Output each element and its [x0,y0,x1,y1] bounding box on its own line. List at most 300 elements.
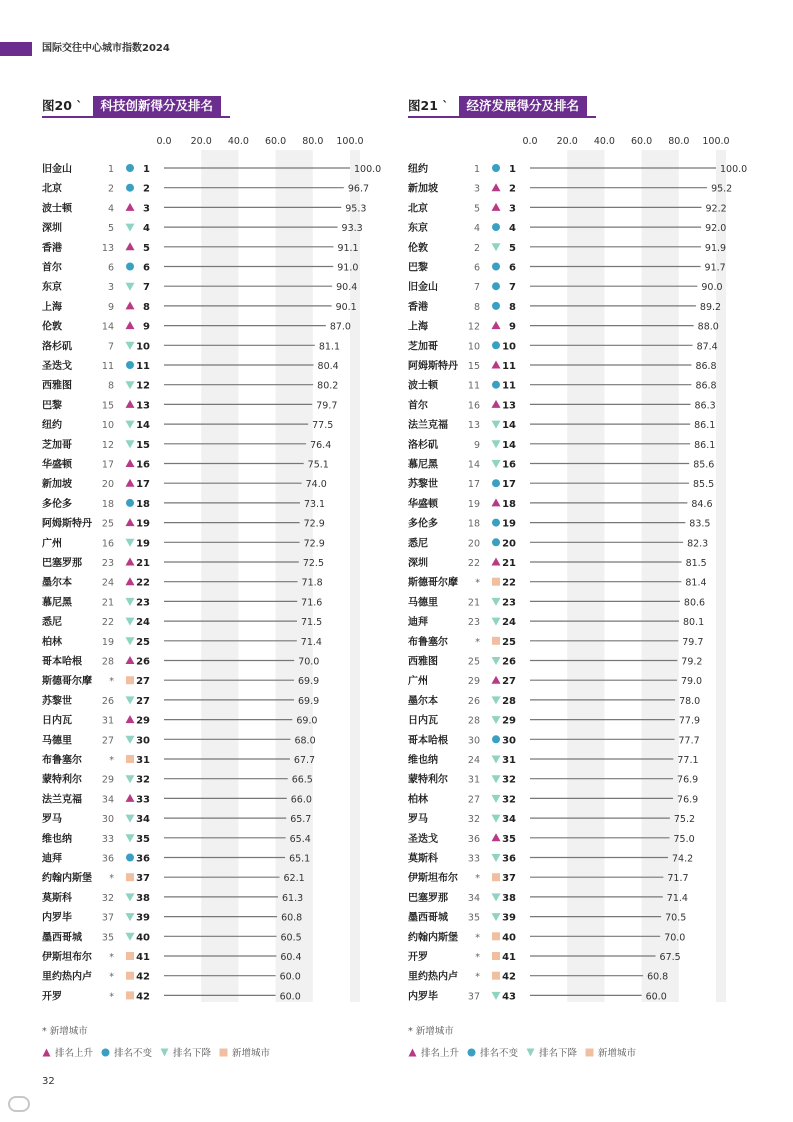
rank-label: 10 [136,341,150,353]
previous-rank-label: 35 [467,912,480,924]
rank-label: 8 [143,301,150,313]
score-value-label: 90.4 [336,282,358,294]
figure-20-panel [42,96,392,1059]
score-value-label: 71.7 [667,873,689,885]
triangle-down-icon [526,1048,535,1057]
legend-up-label: 排名上升 [55,1048,94,1059]
x-tick-label: 60.0 [265,136,287,147]
rank-label: 12 [136,380,150,392]
rank-down-marker [492,795,501,803]
score-value-label: 79.0 [680,676,703,688]
rank-same-marker [492,302,500,310]
rank-label: 32 [502,794,516,806]
city-label: 西雅图 [42,380,72,392]
score-value-label: 79.7 [316,400,338,412]
legend-row [42,1045,274,1059]
score-value-label: 67.7 [293,755,316,766]
rank-label: 1 [509,164,516,175]
previous-rank-label: 5 [473,203,480,215]
city-label: 里约热内卢 [42,971,92,983]
previous-rank-label: * [475,932,480,944]
previous-rank-label: 34 [467,892,480,904]
triangle-down-icon [160,1048,169,1057]
score-value-label: 62.1 [283,873,305,885]
city-label: 约翰内斯堡 [408,932,458,944]
rank-down-marker [126,283,135,291]
grid-band [716,150,726,1002]
rank-down-marker [492,815,501,823]
rank-label: 22 [136,577,150,589]
city-label: 开罗 [42,991,62,1002]
city-label: 芝加哥 [42,439,72,451]
city-label: 广州 [42,538,62,550]
rank-label: 7 [509,282,516,294]
city-label: 伊斯坦布尔 [42,952,92,963]
rank-same-marker [492,263,500,271]
rank-up-marker [126,715,135,723]
city-label: 蒙特利尔 [42,774,82,786]
score-value-label: 80.1 [682,617,705,629]
city-label: 华盛顿 [42,459,72,471]
rank-label: 25 [136,636,150,648]
score-value-label: 70.0 [664,932,686,944]
score-value-label: 86.3 [694,400,716,412]
x-tick-label: 100.0 [336,136,364,147]
city-label: 伊斯坦布尔 [408,873,458,885]
score-value-label: 65.4 [289,833,311,845]
new-city-marker [492,637,500,645]
score-value-label: 77.7 [678,735,700,747]
rank-label: 8 [509,301,516,313]
previous-rank-label: * [109,676,114,688]
rank-up-marker [126,577,135,585]
score-value-label: 71.5 [300,617,323,629]
rank-up-marker [126,794,135,802]
previous-rank-label: 9 [107,301,114,313]
score-value-label: 72.9 [303,538,325,550]
score-value-label: 61.3 [282,892,304,904]
rank-label: 23 [136,597,150,609]
rank-label: 6 [143,262,150,274]
page-number: 32 [42,1076,55,1087]
legend-note: * 新增城市 [42,1026,88,1037]
rank-label: 43 [502,991,516,1002]
city-label: 首尔 [408,400,428,412]
score-value-label: 81.4 [685,577,707,589]
legend-down-label: 排名下降 [173,1048,212,1059]
figure-20-number: 图20 ˋ [42,98,83,113]
previous-rank-label: 27 [101,735,114,747]
previous-rank-label: 24 [467,755,480,766]
score-value-label: 74.2 [672,853,694,865]
previous-rank-label: 32 [467,814,480,826]
previous-rank-label: 20 [101,479,114,491]
city-label: 迪拜 [42,853,62,865]
score-value-label: 85.5 [693,479,715,491]
city-label: 悉尼 [42,617,62,629]
city-label: 波士顿 [408,380,438,392]
score-value-label: 66.5 [291,774,313,786]
city-label: 布鲁塞尔 [42,755,82,766]
rank-label: 5 [143,242,150,254]
grid-band [350,150,360,1002]
previous-rank-label: 28 [101,656,114,668]
city-label: 墨尔本 [42,577,72,589]
rank-label: 37 [136,873,150,885]
score-value-label: 92.2 [705,203,727,215]
city-label: 巴黎 [408,262,428,274]
city-label: 柏林 [408,794,428,806]
rank-down-marker [126,381,135,389]
previous-rank-label: * [109,873,114,885]
new-city-marker [492,873,500,881]
score-value-label: 81.5 [685,558,707,569]
legend-new-label: 新增城市 [232,1048,271,1059]
rank-label: 23 [502,597,516,609]
rank-down-marker [492,657,501,665]
rank-down-marker [126,224,135,232]
circle-icon [467,1048,476,1057]
rank-down-marker [126,893,135,901]
city-label: 斯德哥尔摩 [42,676,92,688]
score-value-label: 86.1 [694,439,716,451]
rank-same-marker [126,361,134,369]
rank-down-marker [126,440,135,448]
previous-rank-label: 12 [101,439,114,451]
city-label: 圣迭戈 [408,833,438,845]
figure-20-legend [42,1023,274,1059]
previous-rank-label: 22 [101,617,114,629]
previous-rank-label: 23 [101,558,114,569]
city-label: 墨西哥城 [42,932,82,944]
previous-rank-label: 3 [473,183,480,195]
rank-up-marker [492,361,501,369]
city-label: 斯德哥尔摩 [408,577,458,589]
city-label: 日内瓦 [42,715,72,727]
rank-label: 19 [136,518,150,530]
x-tick-label: 20.0 [190,136,212,147]
rank-label: 31 [502,755,516,766]
score-value-label: 60.0 [645,991,667,1002]
previous-rank-label: 11 [101,361,114,372]
rank-down-marker [126,696,135,704]
rank-label: 35 [136,833,150,845]
legend-same-label: 排名不变 [480,1048,519,1059]
score-value-label: 65.7 [290,814,312,826]
score-value-label: 72.5 [302,558,325,569]
city-label: 多伦多 [42,498,72,510]
score-value-label: 73.1 [303,498,326,510]
city-label: 深圳 [42,223,62,235]
previous-rank-label: * [109,952,114,963]
score-value-label: 65.1 [289,853,311,865]
new-city-marker [126,755,134,763]
city-label: 东京 [408,223,428,235]
score-value-label: 77.9 [678,715,701,727]
previous-rank-label: 4 [107,203,114,215]
previous-rank-label: 18 [467,518,480,530]
score-value-label: 75.1 [307,459,329,471]
rank-same-marker [492,538,500,546]
rank-label: 9 [509,321,516,333]
previous-rank-label: 30 [101,814,114,826]
rank-up-marker [492,400,501,408]
score-value-label: 79.2 [681,656,703,668]
previous-rank-label: 1 [107,164,114,175]
rank-label: 21 [136,558,150,569]
city-label: 里约热内卢 [408,971,458,983]
rank-label: 19 [502,518,516,530]
rank-label: 10 [502,341,516,353]
city-label: 伦敦 [408,242,428,254]
rank-label: 14 [502,420,516,432]
rank-same-marker [126,164,134,172]
city-label: 墨西哥城 [408,912,448,924]
grid-band [567,150,604,1002]
rank-label: 27 [502,676,516,688]
city-label: 蒙特利尔 [408,774,448,786]
legend-note: * 新增城市 [408,1026,454,1037]
city-label: 多伦多 [408,518,438,530]
rank-label: 41 [502,952,516,963]
rank-label: 2 [143,183,150,195]
city-label: 墨尔本 [408,695,438,707]
city-label: 阿姆斯特丹 [408,361,458,372]
rank-label: 34 [136,814,150,826]
rank-label: 17 [502,479,516,491]
rank-label: 13 [502,400,516,412]
header-accent-bar [0,42,32,56]
score-value-label: 86.8 [695,361,717,372]
figure-21-number: 图21 ˋ [408,98,449,113]
previous-rank-label: 5 [107,223,114,235]
rank-label: 39 [502,912,516,924]
rank-label: 29 [136,715,150,727]
rank-label: 11 [502,361,516,372]
rank-label: 28 [502,695,516,707]
rank-up-marker [492,183,501,191]
previous-rank-label: 33 [101,833,114,845]
city-label: 巴塞罗那 [408,892,448,904]
previous-rank-label: 28 [467,715,480,727]
score-value-label: 74.0 [305,479,327,491]
rank-down-marker [126,736,135,744]
rank-down-marker [492,460,501,468]
rank-label: 33 [136,794,150,806]
rank-down-marker [492,618,501,626]
rank-down-marker [492,716,501,724]
previous-rank-label: 33 [467,853,480,865]
rank-up-marker [492,558,501,566]
legend-new-label: 新增城市 [598,1048,637,1059]
rank-same-marker [492,381,500,389]
score-value-label: 91.0 [337,262,359,274]
rank-same-marker [492,519,500,527]
previous-rank-label: 6 [473,262,480,274]
x-tick-label: 20.0 [556,136,578,147]
previous-rank-label: 7 [473,282,480,294]
previous-rank-label: * [109,991,114,1002]
x-tick-label: 80.0 [302,136,324,147]
city-label: 马德里 [42,735,72,747]
rank-label: 6 [509,262,516,274]
rank-label: 22 [502,577,516,589]
rank-label: 18 [136,498,150,510]
city-label: 布鲁塞尔 [408,636,448,648]
x-tick-label: 0.0 [156,136,172,147]
city-label: 北京 [42,183,62,195]
previous-rank-label: 4 [473,223,480,235]
figure-20-underline [42,116,230,118]
x-tick-label: 80.0 [668,136,690,147]
rank-up-marker [126,400,135,408]
document-header-title: 国际交往中心城市指数2024 [42,43,170,54]
previous-rank-label: 26 [101,695,114,707]
city-label: 维也纳 [42,833,72,845]
previous-rank-label: * [109,755,114,766]
figure-20-title: 科技创新得分及排名 [93,96,222,116]
score-value-label: 80.6 [683,597,706,609]
new-city-marker [126,873,134,881]
previous-rank-label: 3 [107,282,114,294]
score-value-label: 91.1 [337,242,359,254]
rank-same-marker [492,223,500,231]
rank-label: 39 [136,912,150,924]
previous-rank-label: 8 [473,301,480,313]
rank-up-marker [126,242,135,250]
score-value-label: 88.0 [697,321,719,333]
square-icon [585,1048,594,1057]
score-value-label: 66.0 [290,794,312,806]
rank-label: 11 [502,380,516,392]
new-city-marker [126,972,134,980]
rank-up-marker [126,459,135,467]
score-value-label: 81.1 [318,341,341,353]
score-value-label: 60.0 [279,991,301,1002]
figure-21-legend [408,1023,640,1059]
city-label: 圣迭戈 [42,361,72,372]
city-label: 哥本哈根 [408,735,448,747]
score-value-label: 87.0 [329,321,351,333]
score-value-label: 69.9 [298,695,320,707]
city-label: 巴塞罗那 [42,558,82,569]
legend-down-label: 排名下降 [539,1048,578,1059]
score-value-label: 71.4 [666,892,688,904]
x-tick-label: 60.0 [631,136,653,147]
score-value-label: 100.0 [354,164,382,175]
score-value-label: 69.9 [298,676,320,688]
rank-up-marker [126,321,135,329]
rank-down-marker [126,913,135,921]
city-label: 深圳 [408,558,428,569]
previous-rank-label: 31 [467,774,480,786]
rank-label: 16 [136,459,150,471]
rank-label: 42 [136,971,150,983]
circle-icon [101,1048,110,1057]
rank-label: 4 [509,223,516,235]
rank-up-marker [126,558,135,566]
rank-down-marker [126,421,135,429]
rank-label: 19 [136,538,150,550]
city-label: 约翰内斯堡 [42,873,92,885]
city-label: 开罗 [408,952,428,963]
city-label: 内罗毕 [42,912,72,924]
city-label: 纽约 [42,420,62,432]
economic-development-chart [408,132,758,1002]
previous-rank-label: 36 [101,853,114,865]
rank-down-marker [492,854,501,862]
rank-down-marker [492,992,501,1000]
city-label: 芝加哥 [408,341,438,353]
previous-rank-label: 14 [101,321,114,333]
rank-label: 30 [136,735,150,747]
rank-label: 38 [136,892,150,904]
rank-label: 3 [143,203,150,215]
rank-label: 15 [136,439,150,451]
rank-up-marker [492,321,501,329]
previous-rank-label: 34 [101,794,114,806]
rank-label: 14 [136,420,150,432]
previous-rank-label: 24 [101,577,114,589]
previous-rank-label: 14 [467,459,480,471]
city-label: 华盛顿 [408,498,438,510]
city-label: 莫斯科 [408,853,438,865]
score-value-label: 90.0 [701,282,723,294]
city-label: 苏黎世 [408,479,438,491]
score-value-label: 93.3 [341,223,363,235]
score-value-label: 82.3 [687,538,709,550]
rank-label: 24 [502,617,516,629]
score-value-label: 87.4 [696,341,718,353]
rank-same-marker [492,341,500,349]
new-city-marker [492,952,500,960]
score-value-label: 86.8 [695,380,717,392]
triangle-up-icon [408,1048,417,1057]
x-tick-label: 100.0 [702,136,730,147]
previous-rank-label: 25 [467,656,480,668]
previous-rank-label: 17 [467,479,480,491]
new-city-marker [492,578,500,586]
rank-label: 14 [502,439,516,451]
rank-same-marker [492,479,500,487]
x-tick-label: 40.0 [593,136,615,147]
rank-up-marker [492,833,501,841]
city-label: 旧金山 [42,164,72,175]
previous-rank-label: 11 [467,380,480,392]
rank-same-marker [492,282,500,290]
previous-rank-label: 1 [473,164,480,175]
city-label: 苏黎世 [42,695,72,707]
legend-up-label: 排名上升 [421,1048,460,1059]
city-label: 北京 [408,203,428,215]
rank-label: 40 [502,932,516,944]
score-value-label: 71.4 [300,636,322,648]
new-city-marker [492,932,500,940]
rank-same-marker [126,263,134,271]
x-tick-label: 40.0 [227,136,249,147]
rank-down-marker [126,815,135,823]
city-label: 法兰克福 [408,420,448,432]
previous-rank-label: * [109,971,114,983]
rank-label: 42 [136,991,150,1002]
previous-rank-label: 37 [467,991,480,1002]
previous-rank-label: 36 [467,833,480,845]
city-label: 新加坡 [42,479,72,491]
previous-rank-label: 31 [101,715,114,727]
rank-down-marker [126,933,135,941]
city-label: 上海 [408,321,428,333]
previous-rank-label: 19 [101,636,114,648]
